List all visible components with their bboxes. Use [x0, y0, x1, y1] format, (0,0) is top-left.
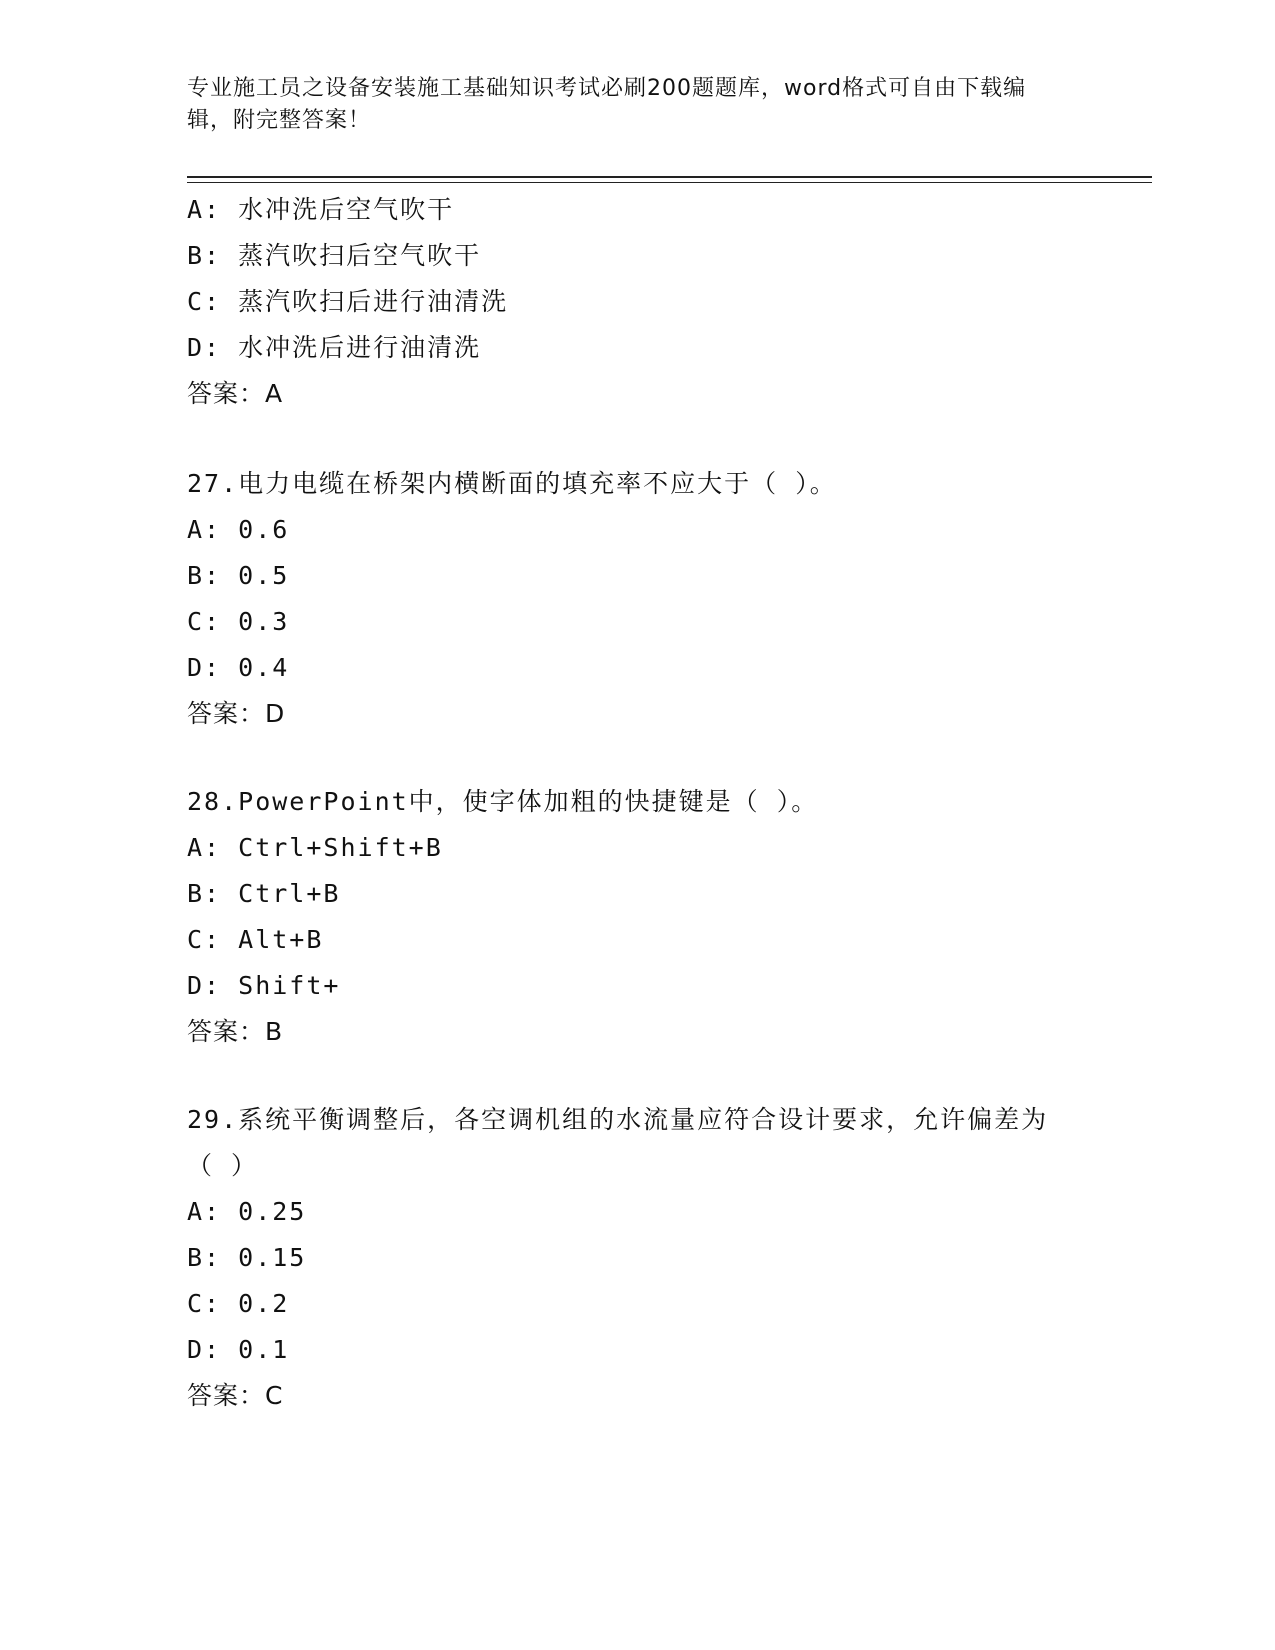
- option-c: C: 0.3: [187, 607, 290, 636]
- option-b: B: 蒸汽吹扫后空气吹干: [187, 241, 482, 270]
- answer: 答案：C: [187, 1381, 284, 1410]
- option-a: A: 0.25: [187, 1197, 307, 1226]
- answer: 答案：D: [187, 699, 286, 728]
- option-d: D: 0.1: [187, 1335, 290, 1364]
- option-d: D: 水冲洗后进行油清洗: [187, 333, 482, 362]
- question-29: [187, 1097, 1087, 1419]
- answer: 答案：A: [187, 379, 284, 408]
- option-c: C: 0.2: [187, 1289, 290, 1318]
- answer: 答案：B: [187, 1017, 284, 1046]
- option-c: C: 蒸汽吹扫后进行油清洗: [187, 287, 509, 316]
- question-stem: 28.PowerPoint中，使字体加粗的快捷键是（ ）。: [187, 787, 819, 816]
- header-divider-thin: [187, 182, 1152, 183]
- option-d: D: Shift+: [187, 971, 341, 1000]
- question-28: [187, 779, 1087, 1055]
- question-stem: 27.电力电缆在桥架内横断面的填充率不应大于（ ）。: [187, 469, 837, 498]
- document-title: 专业施工员之设备安装施工基础知识考试必刷200题题库，word格式可自由下载编辑，附完整答案！: [187, 76, 1027, 133]
- option-b: B: 0.15: [187, 1243, 307, 1272]
- option-a: A: 0.6: [187, 515, 290, 544]
- question-26-continued: [187, 187, 1087, 417]
- option-c: C: Alt+B: [187, 925, 324, 954]
- option-a: A: Ctrl+Shift+B: [187, 833, 443, 862]
- header-divider-thick: [187, 176, 1152, 178]
- question-stem: 29.系统平衡调整后，各空调机组的水流量应符合设计要求，允许偏差为（ ）: [187, 1105, 1049, 1180]
- question-27: [187, 461, 1087, 737]
- option-b: B: Ctrl+B: [187, 879, 341, 908]
- option-b: B: 0.5: [187, 561, 290, 590]
- option-a: A: 水冲洗后空气吹干: [187, 195, 455, 224]
- option-d: D: 0.4: [187, 653, 290, 682]
